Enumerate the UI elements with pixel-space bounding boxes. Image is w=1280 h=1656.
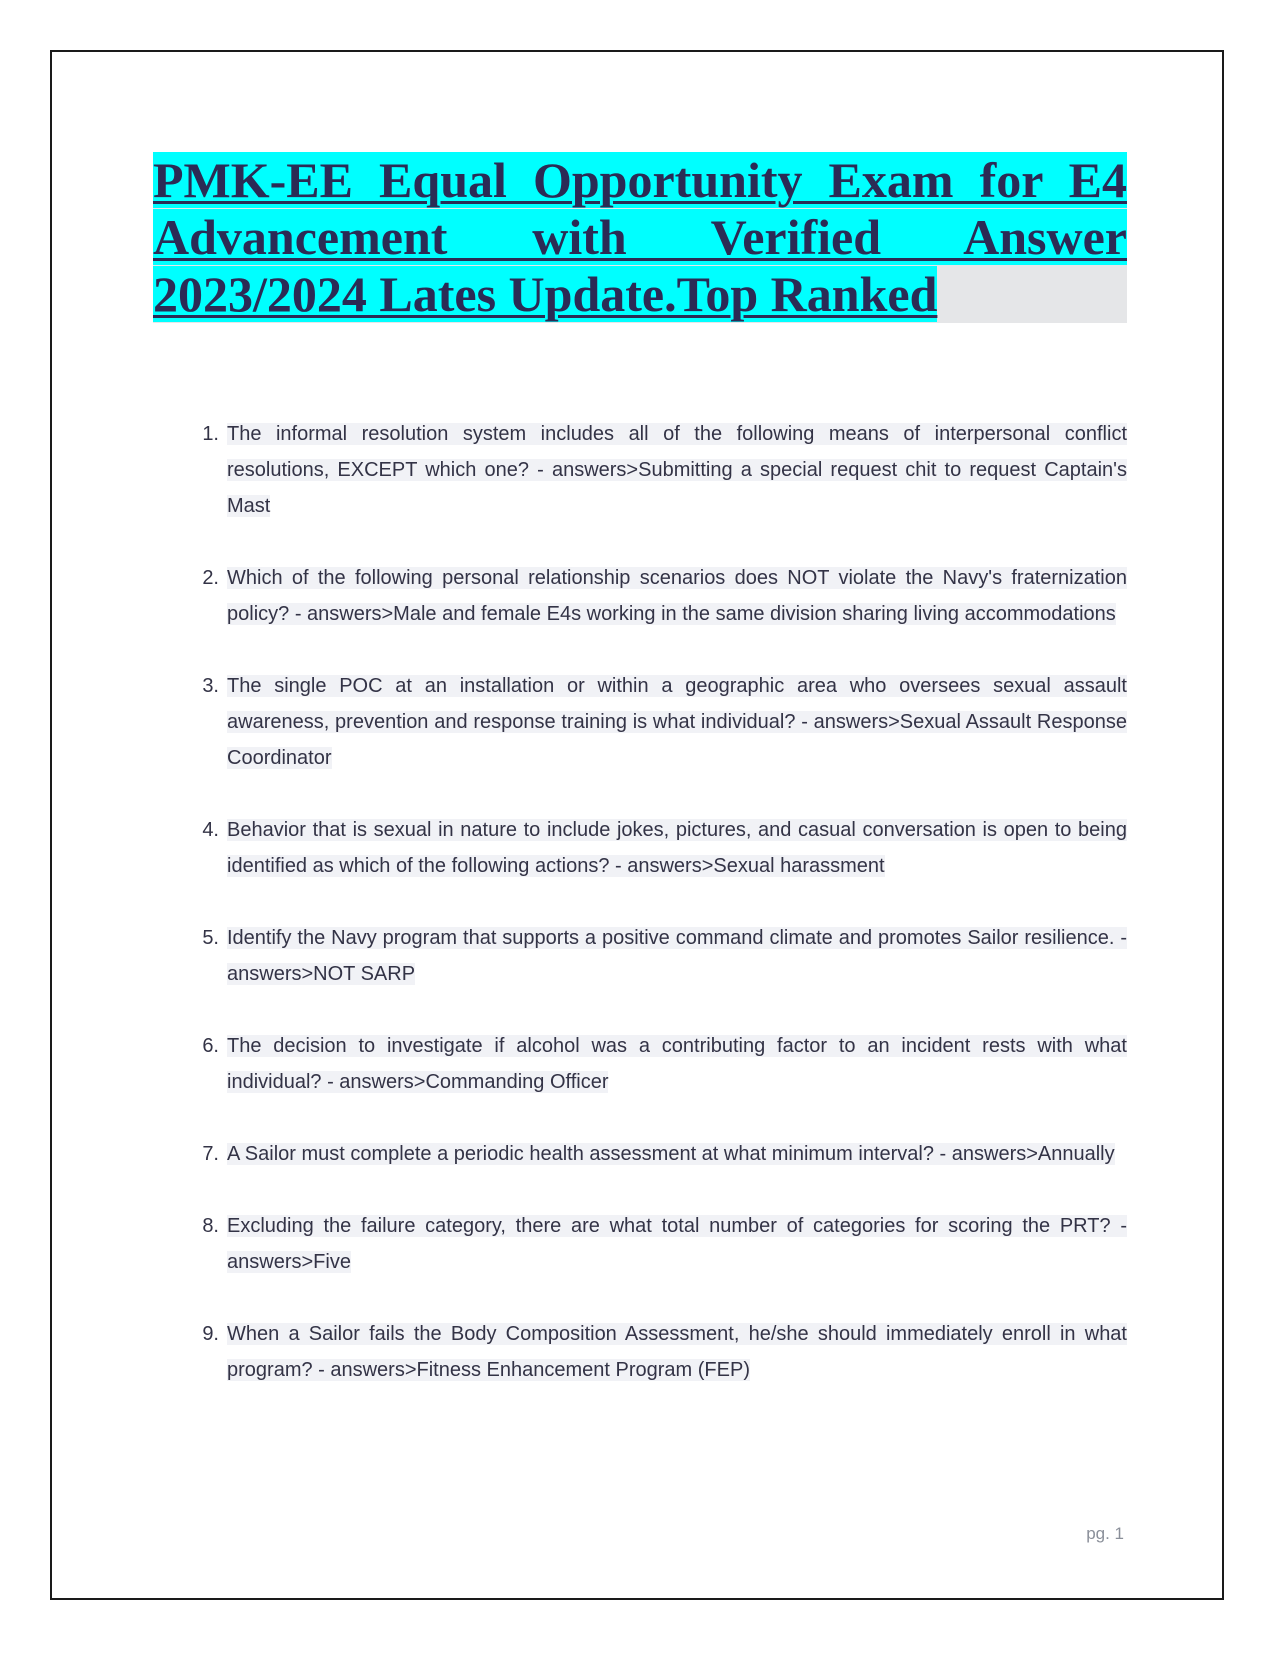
item-text: When a Sailor fails the Body Composition Assessment, he/she should immediately enroll in what program? - answers>Fitness Enhancement Program (FEP)	[227, 1323, 1127, 1381]
document-title-text: PMK-EE Equal Opportunity Exam for E4 Advancement with Verified Answer 2023/2024 Lates Update.Top Ranked	[153, 152, 1127, 322]
question-list	[52, 416, 1226, 1424]
item-number: 6.	[202, 1035, 219, 1057]
title-block	[153, 152, 1127, 323]
list-item	[202, 812, 1127, 884]
item-text: A Sailor must complete a periodic health assessment at what minimum interval? - answers>Annually	[227, 1143, 1115, 1165]
list-item	[202, 920, 1127, 992]
item-number: 2.	[202, 567, 219, 589]
list-item	[202, 668, 1127, 776]
document-title	[153, 152, 1127, 323]
item-text: The decision to investigate if alcohol was a contributing factor to an incident rests with what individual? - answers>Commanding Officer	[227, 1035, 1127, 1093]
list-item	[202, 416, 1127, 524]
item-number: 7.	[202, 1143, 219, 1165]
item-text: Which of the following personal relationship scenarios does NOT violate the Navy's fraternization policy? - answers>Male and female E4s working in the same division sharing living accommodations	[227, 567, 1127, 625]
item-text: The informal resolution system includes all of the following means of interpersonal conflict resolutions, EXCEPT which one? - answers>Submitting a special request chit to request Captain's Mast	[227, 423, 1127, 517]
item-text: The single POC at an installation or within a geographic area who oversees sexual assault awareness, prevention and response training is what individual? - answers>Sexual Assault Response Coordinator	[227, 675, 1127, 769]
item-text: Excluding the failure category, there are what total number of categories for scoring the PRT? - answers>Five	[227, 1215, 1127, 1273]
list-item	[202, 1028, 1127, 1100]
list-item	[202, 1316, 1127, 1388]
item-number: 3.	[202, 675, 219, 697]
list-item	[202, 1208, 1127, 1280]
item-number: 1.	[202, 423, 219, 445]
item-text: Identify the Navy program that supports a positive command climate and promotes Sailor resilience. - answers>NOT SARP	[227, 927, 1127, 985]
item-number: 9.	[202, 1323, 219, 1345]
item-number: 8.	[202, 1215, 219, 1237]
item-text: Behavior that is sexual in nature to include jokes, pictures, and casual conversation is open to being identified as which of the following actions? - answers>Sexual harassment	[227, 819, 1127, 877]
page-number: pg. 1	[1086, 1524, 1124, 1543]
document-page	[50, 50, 1224, 1600]
item-number: 4.	[202, 819, 219, 841]
list-item	[202, 1136, 1127, 1172]
item-number: 5.	[202, 927, 219, 949]
list-item	[202, 560, 1127, 632]
